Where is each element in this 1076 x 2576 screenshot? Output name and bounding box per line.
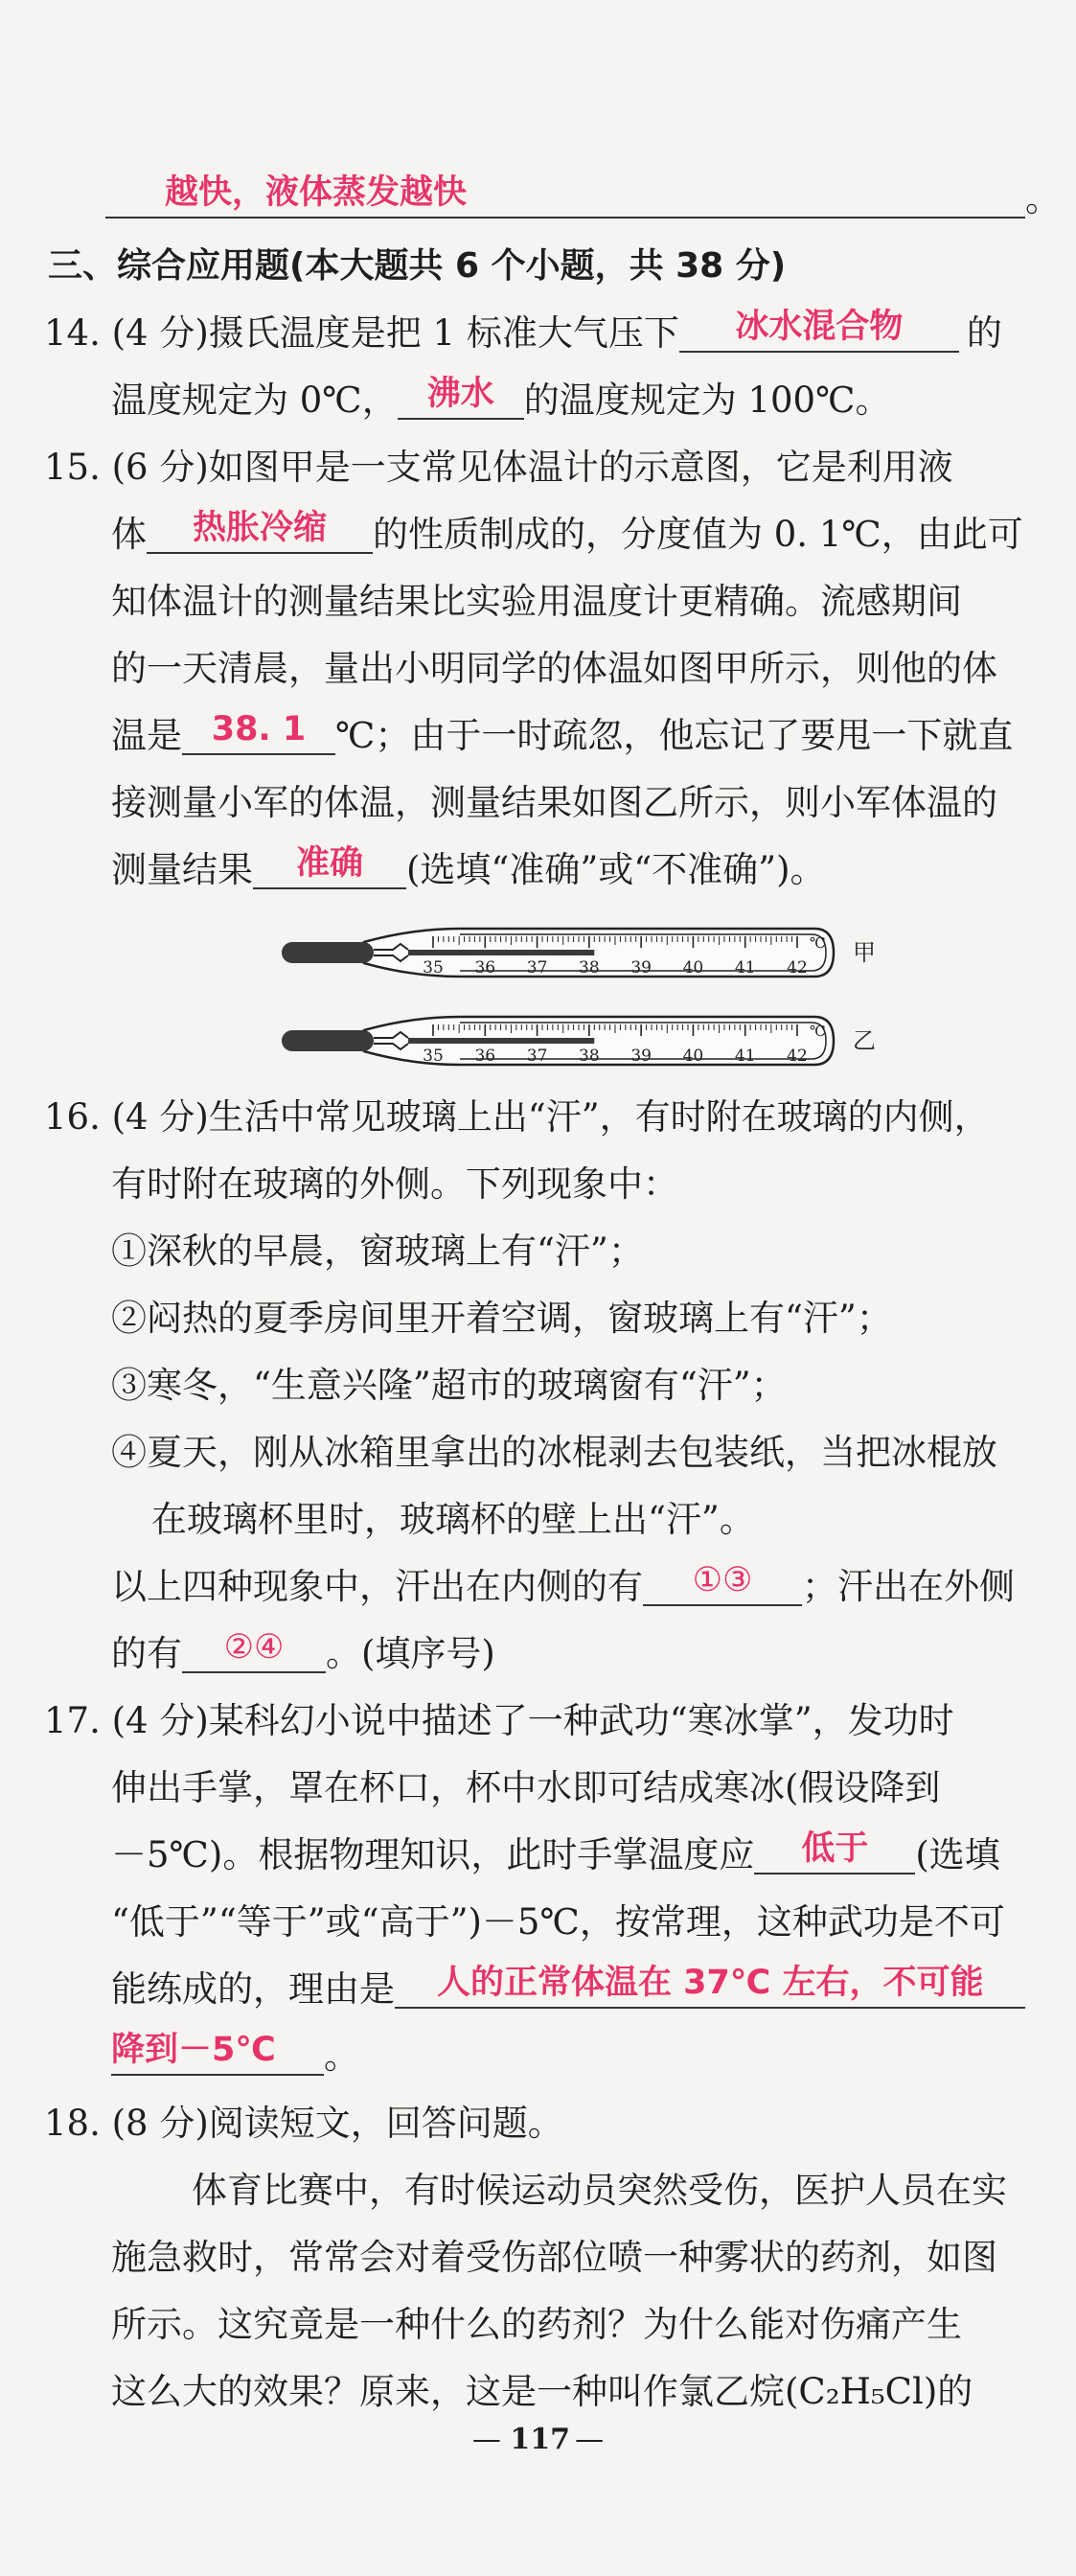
q18-paragraph-line-2: 施急救时，常常会对着受伤部位喷一种雾状的药剂，如图 xyxy=(111,2237,997,2278)
thermometer-scale-label: 37 xyxy=(526,958,548,978)
q14-text-1a: (4 分)摄氏温度是把 1 标准大气压下 xyxy=(111,312,679,354)
page-footer xyxy=(0,2423,1076,2456)
q17-line-3 xyxy=(111,1827,1000,1884)
thermometer-mercury-column xyxy=(408,950,594,955)
q17-answer-blank-3 xyxy=(111,2028,324,2076)
q15-text-1: (6 分)如图甲是一支常见体温计的示意图，它是利用液 xyxy=(111,447,953,488)
q16-item-1: ①深秋的早晨，窗玻璃上有“汗”； xyxy=(111,1230,644,1272)
q17-line-1 xyxy=(44,1692,954,1750)
footer-dash-right: — xyxy=(575,2423,605,2456)
q17-answer-2b: 降到－5℃ xyxy=(111,2031,276,2069)
q17-text-6b: 。 xyxy=(324,2036,359,2077)
q15-text-2a: 体 xyxy=(111,514,147,555)
thermometer-scale-label: 35 xyxy=(423,1046,444,1066)
q18-paragraph-line-4: 这么大的效果？原来，这是一种叫作氯乙烷(C₂H₅Cl)的 xyxy=(111,2371,973,2412)
thermometer-scale-label: 36 xyxy=(474,958,496,978)
q17-text-3a: －5℃)。根据物理知识，此时手掌温度应 xyxy=(111,1834,755,1875)
thermometer-scale-label: 42 xyxy=(787,1046,808,1066)
q16-text-1: (4 分)生活中常见玻璃上出“汗”，有时附在玻璃的内侧， xyxy=(111,1096,990,1138)
q15-line-2 xyxy=(111,506,1023,564)
thermometer-a xyxy=(282,929,876,978)
thermometer-scale-label: 40 xyxy=(682,958,704,978)
q16-item-2: ②闷热的夏季房间里开着空调，窗玻璃上有“汗”； xyxy=(111,1298,892,1339)
q18-number: 18. xyxy=(44,2103,101,2144)
q15-answer-2: 38. 1 xyxy=(211,710,307,748)
q17-answer-2a: 人的正常体温在 37℃ 左右，不可能 xyxy=(437,1964,984,2002)
thermometer-scale-label: 38 xyxy=(579,1046,600,1066)
thermometer-figure xyxy=(278,915,901,1073)
q18-paragraph-line-3: 所示。这究竟是一种什么的药剂？为什么能对伤痛产生 xyxy=(111,2304,962,2345)
section-heading: 三、综合应用题(本大题共 6 个小题，共 38 分) xyxy=(48,246,787,286)
q16-text-3a: 以上四种现象中，汗出在内侧的有 xyxy=(111,1566,643,1607)
thermometer-mercury-column xyxy=(408,1038,594,1044)
q16-text-4a: 的有 xyxy=(111,1633,182,1674)
q17-text-1: (4 分)某科幻小说中描述了一种武功“寒冰掌”，发功时 xyxy=(111,1700,954,1741)
thermometer-scale-label: 41 xyxy=(734,958,756,978)
q16-line-2: 有时附在玻璃的外侧。下列现象中： xyxy=(111,1163,678,1205)
q16-line-1 xyxy=(44,1089,990,1146)
q16-answer-2: ②④ xyxy=(223,1628,285,1667)
q15-line-5 xyxy=(111,707,1013,765)
thermometer-scale-label: 37 xyxy=(526,1046,548,1066)
thermometer-scale-label: 35 xyxy=(423,958,444,978)
top-end-punct: 。 xyxy=(1025,178,1061,219)
q17-text-5a: 能练成的，理由是 xyxy=(111,1968,395,2010)
q16-line-4 xyxy=(111,1625,495,1683)
q18-text-1: (8 分)阅读短文，回答问题。 xyxy=(111,2103,563,2144)
q16-item-3: ③寒冬，“生意兴隆”超市的玻璃窗有“汗”； xyxy=(111,1365,787,1406)
q14-answer-blank-1 xyxy=(679,305,959,353)
thermometer-scale-label: 41 xyxy=(734,1046,756,1066)
thermometer-unit: ℃ xyxy=(810,934,826,952)
q18-paragraph-line-1: 体育比赛中，有时候运动员突然受伤，医护人员在实 xyxy=(192,2170,1007,2211)
q15-line-3: 知体温计的测量结果比实验用温度计更精确。流感期间 xyxy=(111,581,962,622)
footer-dash-left: — xyxy=(471,2423,511,2456)
q17-answer-1: 低于 xyxy=(801,1829,869,1868)
q16-number: 16. xyxy=(44,1096,101,1138)
q14-text-2b: 的温度规定为 100℃。 xyxy=(523,380,891,421)
thermometer-scale-label: 36 xyxy=(474,1046,496,1066)
thermometer-bulb xyxy=(282,942,374,963)
q15-text-5b: ℃；由于一时疏忽，他忘记了要甩一下就直 xyxy=(335,715,1014,756)
q17-line-6 xyxy=(111,2028,359,2085)
thermometer-scale-label: 40 xyxy=(682,1046,704,1066)
q16-answer-blank-2 xyxy=(182,1625,326,1673)
q15-text-7b: (选填“准确”或“不准确”)。 xyxy=(406,849,826,890)
q15-answer-blank-3 xyxy=(253,841,406,889)
q16-answer-blank-1 xyxy=(643,1558,802,1606)
q16-line-3 xyxy=(111,1558,1015,1616)
thermometer-bulb xyxy=(282,1030,374,1051)
q14-answer-1: 冰水混合物 xyxy=(735,308,904,346)
thermometer-side-label: 甲 xyxy=(853,939,876,966)
q14-text-1b: 的 xyxy=(966,312,1002,354)
q15-answer-1: 热胀冷缩 xyxy=(192,509,327,547)
thermometer-scale-label: 42 xyxy=(787,958,808,978)
q15-number: 15. xyxy=(44,447,101,488)
q17-answer-blank-2 xyxy=(395,1961,1025,2009)
q18-line-1 xyxy=(44,2095,563,2152)
thermometer-scale-label: 39 xyxy=(630,958,652,978)
thermometer-side-label: 乙 xyxy=(853,1027,876,1054)
top-continuation-line xyxy=(105,171,1061,228)
q16-answer-1: ①③ xyxy=(692,1561,753,1599)
q14-line-1 xyxy=(44,305,1002,362)
q16-text-3b: ；汗出在外侧 xyxy=(802,1566,1015,1607)
q16-item-4b: 在玻璃杯里时，玻璃杯的壁上出“汗”。 xyxy=(151,1499,755,1540)
q14-answer-2: 沸水 xyxy=(426,375,494,413)
q17-text-3b: (选填 xyxy=(915,1834,1000,1875)
q15-line-6: 接测量小军的体温，测量结果如图乙所示，则小军体温的 xyxy=(111,782,997,823)
q15-answer-blank-1 xyxy=(147,506,373,554)
q14-answer-blank-2 xyxy=(398,372,524,420)
top-answer: 越快，液体蒸发越快 xyxy=(165,173,468,212)
q15-text-7a: 测量结果 xyxy=(111,849,253,890)
q14-number: 14. xyxy=(44,312,101,354)
q15-answer-blank-2 xyxy=(182,707,335,755)
thermometer-scale-label: 39 xyxy=(630,1046,652,1066)
q15-text-2b: 的性质制成的，分度值为 0. 1℃，由此可 xyxy=(373,514,1023,555)
q14-line-2 xyxy=(111,372,890,429)
q17-answer-blank-1 xyxy=(754,1827,915,1874)
q17-line-2: 伸出手掌，罩在杯口，杯中水即可结成寒冰(假设降到 xyxy=(111,1767,941,1808)
q16-item-4a: ④夏天，刚从冰箱里拿出的冰棍剥去包装纸，当把冰棍放 xyxy=(111,1432,997,1473)
thermometer-b xyxy=(282,1017,876,1066)
q17-number: 17. xyxy=(44,1700,101,1741)
top-answer-blank xyxy=(105,171,1025,218)
q15-line-1 xyxy=(44,439,953,496)
thermometer-unit: ℃ xyxy=(810,1023,826,1040)
q14-text-2a: 温度规定为 0℃， xyxy=(111,380,398,421)
q15-line-7 xyxy=(111,841,826,899)
q15-text-5a: 温是 xyxy=(111,715,182,756)
q16-text-4b: 。(填序号) xyxy=(326,1633,495,1674)
q17-line-4: “低于”“等于”或“高于”)－5℃，按常理，这种武功是不可 xyxy=(111,1901,1005,1943)
q15-line-4: 的一天清晨，量出小明同学的体温如图甲所示，则他的体 xyxy=(111,648,997,689)
page-number: 117 xyxy=(510,2423,571,2456)
q15-answer-3: 准确 xyxy=(295,844,363,883)
q17-line-5 xyxy=(111,1961,1025,2018)
thermometer-scale-label: 38 xyxy=(579,958,600,978)
